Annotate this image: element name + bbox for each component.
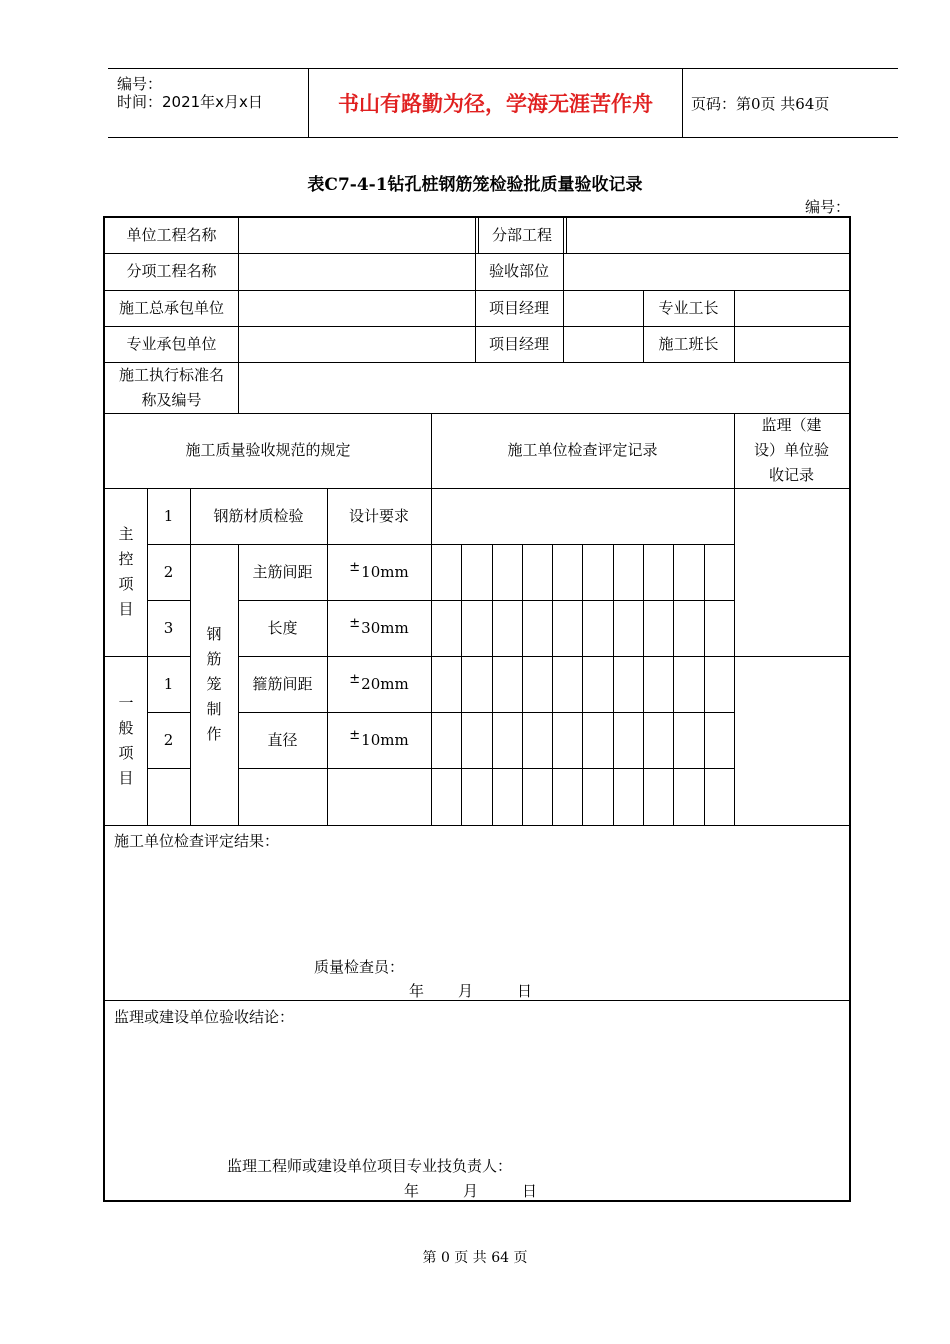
label-unit-project-name: 单位工程名称 [126, 226, 217, 244]
label-team-leader: 施工班长 [658, 334, 719, 353]
header-supervision-record [734, 413, 849, 488]
page-header [108, 68, 898, 138]
field-subitem-project-name[interactable] [238, 253, 475, 290]
item-name: 长度 [267, 618, 298, 637]
plus-minus-sign: ± [349, 615, 361, 631]
label-division-project: 分部工程 [491, 226, 552, 244]
field-acceptance-part[interactable] [563, 253, 849, 290]
item-name: 箍筋间距 [252, 674, 313, 693]
label-general-contractor: 施工总承包单位 [118, 298, 224, 317]
label-execution-standard-line1: 施工执行标准名 [118, 365, 224, 384]
item-tolerance: 10mm [361, 562, 409, 581]
group-main-control [105, 488, 147, 656]
item-no: 1 [163, 506, 174, 525]
supervision-conclusion-label: 监理或建设单位验收结论： [114, 1008, 295, 1026]
group-cage [190, 544, 238, 825]
group-cage-char: 作 [206, 725, 222, 743]
item-no: 3 [163, 618, 174, 637]
field-team-leader[interactable] [734, 326, 849, 362]
header-supervision-line2: 设）单位验 [753, 441, 829, 459]
construction-result-label: 施工单位检查评定结果： [114, 832, 280, 850]
group-general-char: 目 [118, 768, 134, 787]
header-spec: 施工质量验收规范的规定 [185, 441, 351, 459]
label-execution-standard [105, 362, 238, 413]
group-main-char: 项 [118, 575, 134, 593]
item-no: 1 [163, 674, 174, 693]
item-name: 钢筋材质检验 [213, 506, 304, 525]
item-no: 2 [163, 562, 174, 581]
item-name: 直径 [267, 730, 298, 749]
conclusion-day: 日 [522, 1182, 538, 1200]
page-footer: 第 0 页 共 64 页 [422, 1250, 528, 1266]
label-execution-standard-line2: 称及编号 [141, 390, 202, 409]
header-supervision-line3: 收记录 [768, 466, 814, 484]
field-project-manager[interactable] [563, 290, 643, 326]
group-cage-char: 制 [206, 700, 222, 718]
group-main-char: 目 [118, 600, 134, 618]
label-specialist-foreman: 专业工长 [658, 298, 719, 317]
header-check-record: 施工单位检查评定记录 [507, 441, 658, 459]
group-general-char: 般 [118, 718, 134, 737]
header-time-label: 时间：2021年x月x日 [117, 93, 263, 111]
inspection-form [103, 216, 851, 1202]
item-check-field[interactable] [431, 488, 734, 544]
header-motto: 书山有路勤为径，学海无涯苦作舟 [308, 69, 683, 137]
group-cage-char: 钢 [206, 625, 222, 643]
group-general [105, 656, 147, 825]
group-main-char: 主 [118, 525, 134, 543]
field-specialist-foreman[interactable] [734, 290, 849, 326]
label-acceptance-part: 验收部位 [488, 262, 549, 280]
header-page-info: 页码：第0页 共64页 [691, 94, 830, 113]
field-unit-project-name[interactable] [238, 218, 475, 253]
field-division-project[interactable] [566, 218, 849, 253]
header-supervision-line1: 监理（建 [761, 416, 822, 434]
result-day: 日 [517, 982, 533, 1000]
result-year: 年 [409, 982, 425, 1000]
group-cage-char: 笼 [206, 675, 222, 693]
conclusion-month: 月 [463, 1182, 479, 1200]
header-number-label: 编号： [117, 75, 163, 93]
plus-minus-sign: ± [349, 671, 361, 687]
item-requirement [327, 600, 431, 656]
header-meta [108, 69, 308, 137]
field-specialty-contractor[interactable] [238, 326, 475, 362]
label-specialty-contractor: 专业承包单位 [126, 334, 217, 353]
item-requirement [327, 656, 431, 712]
item-tolerance: 10mm [361, 730, 409, 749]
label-subitem-project-name: 分项工程名称 [126, 262, 217, 280]
item-tolerance: 20mm [361, 674, 409, 693]
field-project-manager-2[interactable] [563, 326, 643, 362]
label-project-manager: 项目经理 [488, 298, 549, 317]
item-name: 主筋间距 [252, 562, 313, 581]
item-no: 2 [163, 730, 174, 749]
item-tolerance: 30mm [361, 618, 409, 637]
result-month: 月 [458, 982, 474, 1000]
conclusion-year: 年 [404, 1182, 420, 1200]
group-general-char: 一 [118, 693, 134, 712]
item-requirement [327, 544, 431, 600]
field-general-contractor[interactable] [238, 290, 475, 326]
form-title: 表C7-4-1钻孔桩钢筋笼检验批质量验收记录 [307, 175, 643, 195]
form-number-label: 编号： [804, 198, 850, 216]
group-cage-char: 筋 [206, 650, 222, 668]
item-requirement [327, 712, 431, 768]
plus-minus-sign: ± [349, 559, 361, 575]
field-execution-standard[interactable] [238, 362, 849, 413]
group-main-char: 控 [118, 550, 134, 568]
group-general-char: 项 [118, 743, 134, 762]
supervision-signer-label: 监理工程师或建设单位项目专业技负责人： [227, 1157, 513, 1175]
label-project-manager-2: 项目经理 [488, 334, 549, 353]
plus-minus-sign: ± [349, 727, 361, 743]
quality-inspector-label: 质量检查员： [314, 958, 405, 976]
item-requirement: 设计要求 [348, 506, 409, 525]
